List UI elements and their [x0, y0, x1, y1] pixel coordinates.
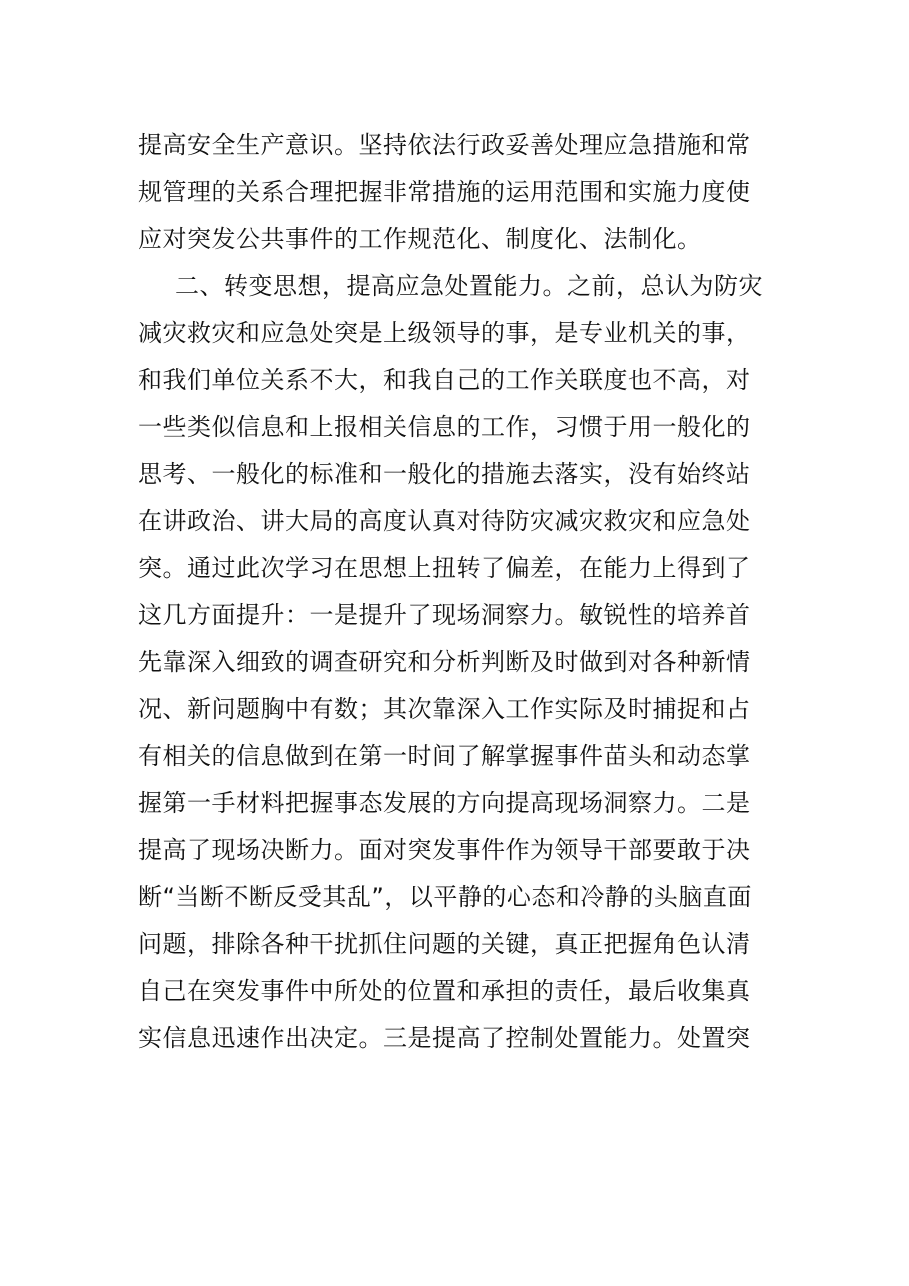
text-line: 断“当断不断反受其乱”，以平静的心态和冷静的头脑直面	[138, 883, 752, 911]
section-heading-line: 二、转变思想，提高应急处置能力。之前，总认为防灾	[175, 272, 763, 300]
text-line: 有相关的信息做到在第一时间了解掌握事件苗头和动态掌	[138, 742, 751, 770]
document-body	[138, 122, 763, 1062]
text-line: 减灾救灾和应急处突是上级领导的事，是专业机关的事，	[138, 319, 751, 347]
text-line: 应对突发公共事件的工作规范化、制度化、法制化。	[138, 225, 702, 253]
text-line: 自己在突发事件中所处的位置和承担的责任，最后收集真	[138, 977, 751, 1005]
text-line: 这几方面提升：一是提升了现场洞察力。敏锐性的培养首	[138, 601, 751, 629]
text-line: 提高安全生产意识。坚持依法行政妥善处理应急措施和常	[138, 131, 751, 159]
text-line: 提高了现场决断力。面对突发事件作为领导干部要敢于决	[138, 836, 751, 864]
text-line: 和我们单位关系不大，和我自己的工作关联度也不高，对	[138, 366, 751, 394]
text-line: 规管理的关系合理把握非常措施的运用范围和实施力度使	[138, 178, 751, 206]
text-line: 一些类似信息和上报相关信息的工作，习惯于用一般化的	[138, 413, 751, 441]
text-line: 况、新问题胸中有数；其次靠深入工作实际及时捕捉和占	[138, 695, 751, 723]
text-line: 握第一手材料把握事态发展的方向提高现场洞察力。二是	[138, 789, 751, 817]
text-line: 实信息迅速作出决定。三是提高了控制处置能力。处置突	[138, 1024, 751, 1052]
text-line: 先靠深入细致的调查研究和分析判断及时做到对各种新情	[138, 648, 751, 676]
text-line: 突。通过此次学习在思想上扭转了偏差，在能力上得到了	[138, 554, 751, 582]
text-line: 在讲政治、讲大局的高度认真对待防灾减灾救灾和应急处	[138, 507, 751, 535]
text-line: 思考、一般化的标准和一般化的措施去落实，没有始终站	[138, 460, 751, 488]
text-line: 问题，排除各种干扰抓住问题的关键，真正把握角色认清	[138, 930, 751, 958]
